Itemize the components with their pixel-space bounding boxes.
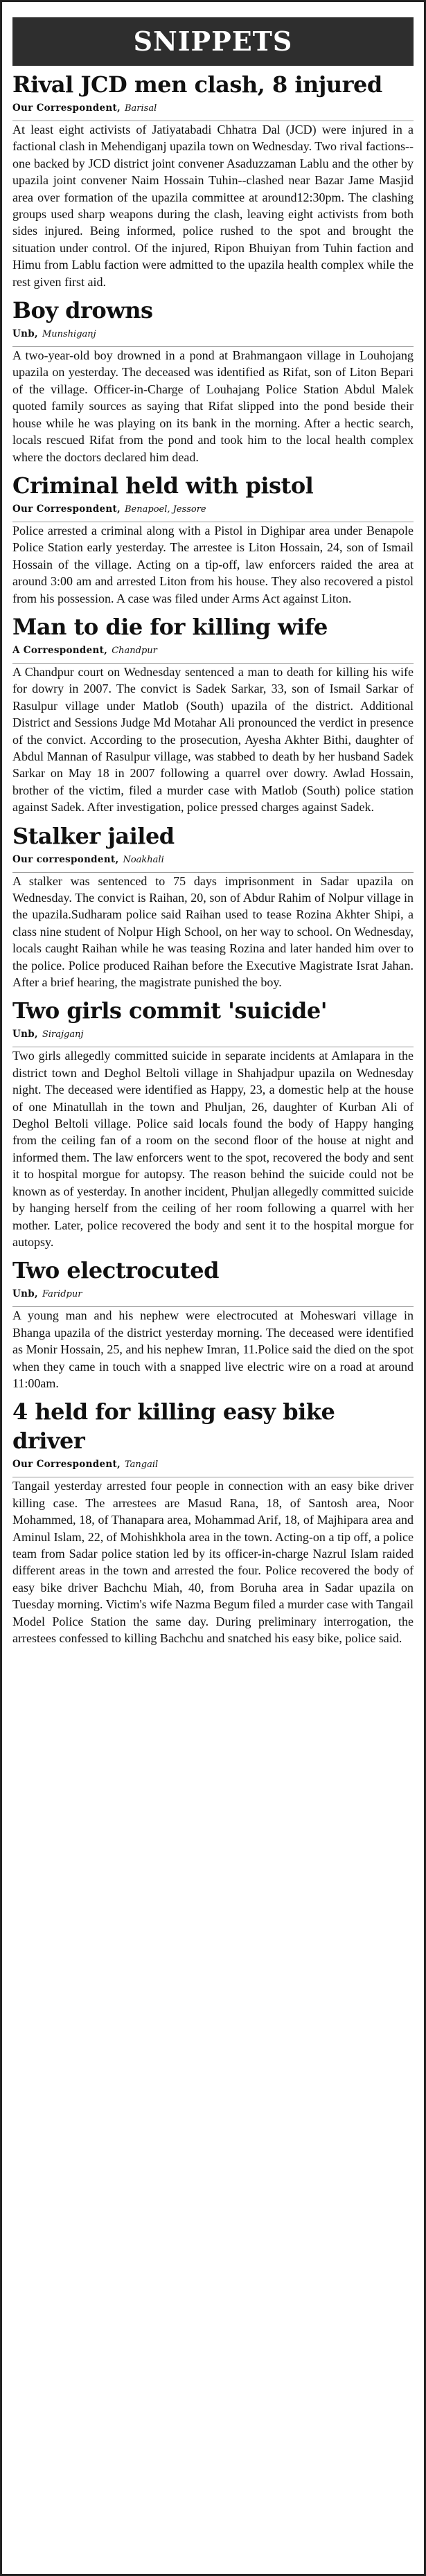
byline-location: Faridpur (42, 1289, 82, 1300)
byline-location: Noakhali (123, 854, 164, 865)
byline (12, 852, 414, 868)
byline-location: Tangail (125, 1459, 159, 1471)
byline-location: Barisal (125, 103, 157, 114)
headline: 4 held for killing easy bike driver (12, 1398, 335, 1455)
story-body: A Chandpur court on Wednesday sentenced a man to death for killing his wife for dowry in 2007. The convict is Sadek Sarkar, 33, son of Ismail Sarkar of Rasulpur village under Matlob (South) upazila of the district. Additional District and Sessions Judge Md Motahar Ali pronounced the verdict in presence of the convict. According to the prosecution, Ayesha Akhter Bithi, daughter of Abdul Mannan of Rasulpur village, was stabbed to death by her husband Sadek Sarkar on May 18 in 2007 following a quarrel over dowry. Awlad Hossain, brother of the victim, filed a murder case with Matlob (South) police station against Sadek. After investigation, police pressed charges against Sadek. (12, 664, 414, 815)
byline-source: Our correspondent, (12, 853, 119, 865)
byline-source: Unb, (12, 1029, 38, 1040)
section-banner: SNIPPETS (12, 17, 414, 66)
byline-source: Our Correspondent, (12, 503, 121, 515)
story-body: At least eight activists of Jatiyatabadi Chhatra Dal (JCD) were injured in a factional clash in Mehendiganj upazila town on Wednesday. Two rival factions--one backed by JCD district joint convener Asaduzzaman Lablu and the other by upazila joint convener Naim Hossain Tuhin--clashed near Bazar Jame Masjid area over formation of the upazila committee at around12:30pm. The clashing groups used sharp weapons during the clash, leaving eight activists from both sides injured. Being informed, police rushed to the spot and brought the situation under control. Of the injured, Ripon Bhuiyan from Tuhin faction and Himu from Lablu faction were admitted to the upazila health complex while the rest given first aid. (12, 123, 414, 289)
story-man-to-die (12, 612, 414, 816)
story-body: A two-year-old boy drowned in a pond at Brahmangaon village in Louhojang upazila on yesterday. The deceased was identified as Rifat, son of Liton Bepari of the village. Officer-in-Charge of Louhajang Police Station Abdul Malek quoted family sources as saying that Rifat slipped into the pond beside their house while he was playing on its bank in the morning. After a hectic search, locals rescued Rifat from the pond and took him to the local health complex where the doctors declared him dead. (12, 348, 414, 464)
byline-location: Benapoel, Jessore (125, 504, 206, 515)
byline-source: Unb, (12, 1288, 38, 1300)
byline-source: Our Correspondent, (12, 103, 121, 114)
story-body: A young man and his nephew were electrocuted at Moheswari village in Bhanga upazila of the district yesterday morning. The deceased were identified as Monir Hossain, 25, and his nephew Imran, 11.Police said the died on the spot when they came in touch with a snapped live electric wire on a road at around 11:00am. (12, 1308, 414, 1390)
byline (12, 1286, 414, 1302)
byline-location: Chandpur (112, 645, 157, 656)
byline-source: A Correspondent, (12, 644, 108, 656)
story-easy-bike (12, 1397, 414, 1646)
story-criminal-held (12, 471, 414, 607)
story-body: Police arrested a criminal along with a Pistol in Dighipar area under Benapole Police Station early yesterday. The arrestee is Liton Hossain, 24, son of Ismail Hossain of the village. Acting on a tip-off, law enforcers raided the area at around 3:00 am and arrested Liton from his house. They also recovered a pistol from his possession. A case was filed under Arms Act against Liton. (12, 523, 414, 605)
byline (12, 501, 414, 517)
headline: Stalker jailed (12, 822, 175, 849)
byline (12, 100, 414, 116)
byline (12, 326, 414, 342)
story-stalker-jailed (12, 821, 414, 991)
byline (12, 1457, 414, 1473)
byline-location: Sirajganj (42, 1029, 84, 1040)
story-boy-drowns (12, 296, 414, 465)
byline-location: Munshiganj (42, 329, 96, 340)
story-body: Tangail yesterday arrested four people in connection with an easy bike driver killing case. The arrestees are Masud Rana, 18, of Santosh area, Noor Mohammed, 18, of Thanapara area, Mohammad Arif, 18, of Majhipara area and Aminul Islam, 22, of Mohishkhola area in the town. Acting-on a tip off, a police team from Sadar police station led by its officer-in-charge Nazrul Islam raided different areas in the town and arrested the four. Police recovered the body of easy bike driver Bachchu Miah, 40, from Boruha area in Sadar upazila on Tuesday morning. Victim's wife Nazma Begum filed a murder case with Tangail Model Police Station the same day. During preliminary interrogation, the arrestees confessed to killing Bachchu and snatched his easy bike, police said. (12, 1479, 414, 1645)
byline (12, 643, 414, 659)
byline (12, 1027, 414, 1042)
byline-source: Unb, (12, 328, 38, 340)
story-jcd-clash (12, 70, 414, 290)
headline: Rival JCD men clash, 8 injured (12, 71, 382, 98)
story-body: Two girls allegedly committed suicide in separate incidents at Amlapara in the district town and Deghol Beltoli village in Shahjadpur upazila on Wednesday night. The deceased were identified as Happy, 23, a domestic help at the house of one Minatullah in the town and Phuljan, 26, daughter of Kurban Ali of Deghol Beltoli village. Police said locals found the body of Happy hanging from the ceiling fan of a room on the second floor of the house at night and informed them. The law enforcers went to the spot, recovered the body and sent it to hospital morgue for autopsy. The reason behind the suicide could not be known as of yesterday. In another incident, Phuljan allegedly committed suicide by hanging herself from the ceiling of her room following a quarrel with her mother. Later, police recovered the body and sent it to the hospital morgue for autopsy. (12, 1049, 414, 1249)
headline: Two electrocuted (12, 1257, 219, 1284)
headline: Boy drowns (12, 297, 153, 324)
headline: Criminal held with pistol (12, 472, 314, 499)
story-body: A stalker was sentenced to 75 days imprisonment in Sadar upazila on Wednesday. The convict is Raihan, 20, son of Abdur Rahim of Nolpur village in the upazila.Sudharam police said Raihan used to tease Rozina Akhter Shipi, a class nine student of Nolpur High School, on her way to school. On Wednesday, locals caught Raihan while he was teasing Rozina and later handed him over to the police. Police produced Raihan before the Executive Magistrate Israt Jahan. After a brief hearing, the magistrate punished the boy. (12, 873, 414, 990)
story-two-electrocuted (12, 1256, 414, 1392)
headline: Man to die for killing wife (12, 613, 328, 640)
headline: Two girls commit 'suicide' (12, 997, 328, 1024)
story-two-girls (12, 996, 414, 1250)
byline-source: Our Correspondent, (12, 1459, 121, 1471)
